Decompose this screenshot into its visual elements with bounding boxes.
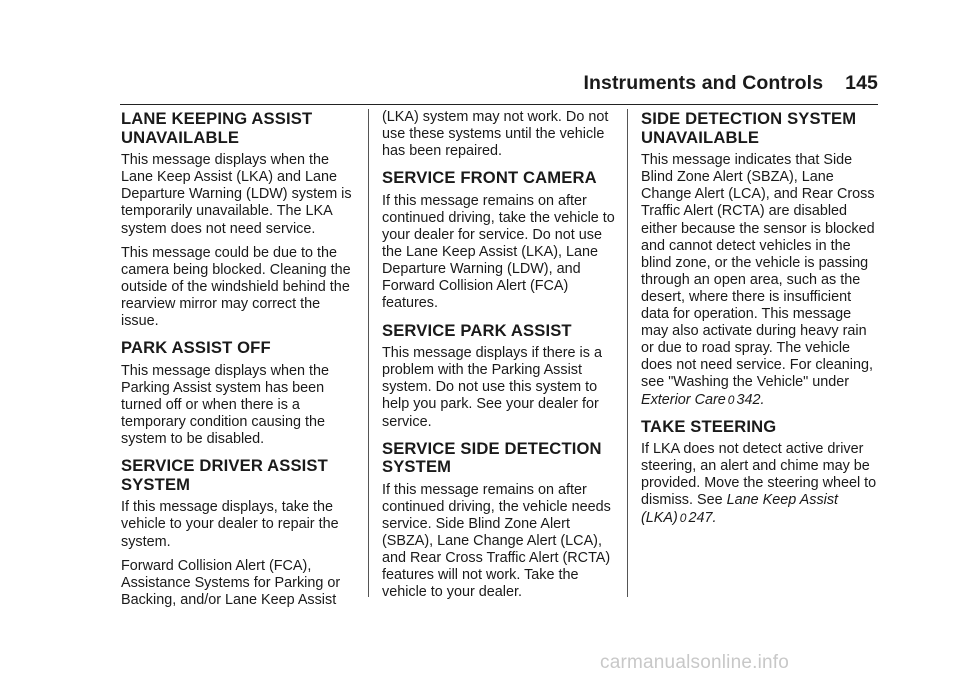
cross-reference-link[interactable]: Exterior Care 0 342. [641, 391, 765, 408]
paragraph: This message displays when the Parking Assist system has been turned off or when there is a temporary condition causing the system to be disabled. [121, 362, 329, 448]
heading-service-driver-assist-system [121, 457, 359, 494]
heading-line: UNAVAILABLE [641, 127, 760, 147]
heading-side-detection-system-unavailable [641, 110, 879, 147]
paragraph: This message could be due to the camera being blocked. Cleaning the outside of the windshield behind the rearview mirror may correct the issue. [121, 244, 351, 330]
paragraph: If this message displays, take the vehicle to your dealer to repair the system. [121, 499, 339, 550]
heading-line: SERVICE SIDE DETECTION [382, 438, 602, 458]
cross-reference-link[interactable]: Lane Keep Assist (LKA) 0 247. [641, 492, 839, 526]
cross-reference-text: Exterior Care [641, 391, 726, 408]
heading-take-steering: TAKE STEERING [641, 416, 777, 436]
heading-line: SYSTEM [121, 474, 191, 494]
heading-line: SIDE DETECTION SYSTEM [641, 109, 857, 128]
cross-reference-page: 342 [736, 391, 761, 408]
heading-line: UNAVAILABLE [121, 127, 240, 147]
header-rule [120, 104, 878, 105]
column-2 [382, 109, 620, 601]
heading-park-assist-off: PARK ASSIST OFF [121, 338, 271, 358]
heading-line: LANE KEEPING ASSIST [121, 109, 313, 128]
heading-line: SYSTEM [382, 457, 452, 477]
page-reference-icon: 0 [727, 392, 735, 407]
paragraph: This message displays if there is a problem with the Parking Assist system. Do not use this system to help you park. See your dealer for service. [382, 345, 602, 430]
page-number: 145 [845, 72, 878, 94]
watermark: carmanualsonline.info [600, 652, 790, 673]
paragraph: If this message remains on after continued driving, the vehicle needs service. Side Blind Zone Alert (SBZA), Lane Change Alert (LCA), and Rear Cross Traffic Alert (RCTA) features will not work. Take the vehicle to your dealer. [382, 481, 611, 601]
paragraph: Forward Collision Alert (FCA), Assistance Systems for Parking or Backing, and/or Lane Keep Assist [121, 557, 341, 608]
paragraph [641, 152, 879, 408]
column-divider [627, 109, 628, 597]
paragraph-text: If LKA does not detect active driver steering, an alert and chime may be provided. Move the steering wheel to dismiss. See [641, 441, 877, 509]
column-1 [121, 109, 359, 609]
paragraph: This message displays when the Lane Keep Assist (LKA) and Lane Departure Warning (LDW) system is temporarily unavailable. The LKA system does not need service. [121, 152, 352, 237]
heading-service-park-assist: SERVICE PARK ASSIST [382, 320, 572, 340]
paragraph-text: This message indicates that Side Blind Zone Alert (SBZA), Lane Change Alert (LCA), and Rear Cross Traffic Alert (RCTA) are disabled either because the sensor is blocked and cannot detect vehicles in the blind zone, or the vehicle is passing through an open area, such as the desert, where there is insufficient data for operation. This message may also activate during heavy rain or due to road spray. The vehicle does not need service. For cleaning, see "Washing the Vehicle" under [641, 152, 875, 391]
paragraph: (LKA) system may not work. Do not use these systems until the vehicle has been repaired. [382, 109, 609, 160]
paragraph [641, 441, 879, 526]
heading-service-front-camera: SERVICE FRONT CAMERA [382, 168, 597, 188]
heading-lane-keeping-assist-unavailable [121, 110, 359, 147]
paragraph: If this message remains on after continued driving, take the vehicle to your dealer for service. Do not use the Lane Keep Assist (LKA), Lane Departure Warning (LDW), and Forward Collision Alert (FCA) features. [382, 192, 615, 312]
column-divider [368, 109, 369, 597]
column-3 [641, 109, 879, 527]
heading-line: SERVICE DRIVER ASSIST [121, 456, 328, 476]
section-title: Instruments and Controls [583, 72, 824, 94]
cross-reference-text: Lane Keep Assist (LKA) [641, 492, 839, 526]
cross-reference-page: 247 [688, 509, 713, 526]
page-reference-icon: 0 [679, 510, 687, 525]
heading-service-side-detection-system [382, 440, 620, 477]
page-header [560, 72, 878, 95]
